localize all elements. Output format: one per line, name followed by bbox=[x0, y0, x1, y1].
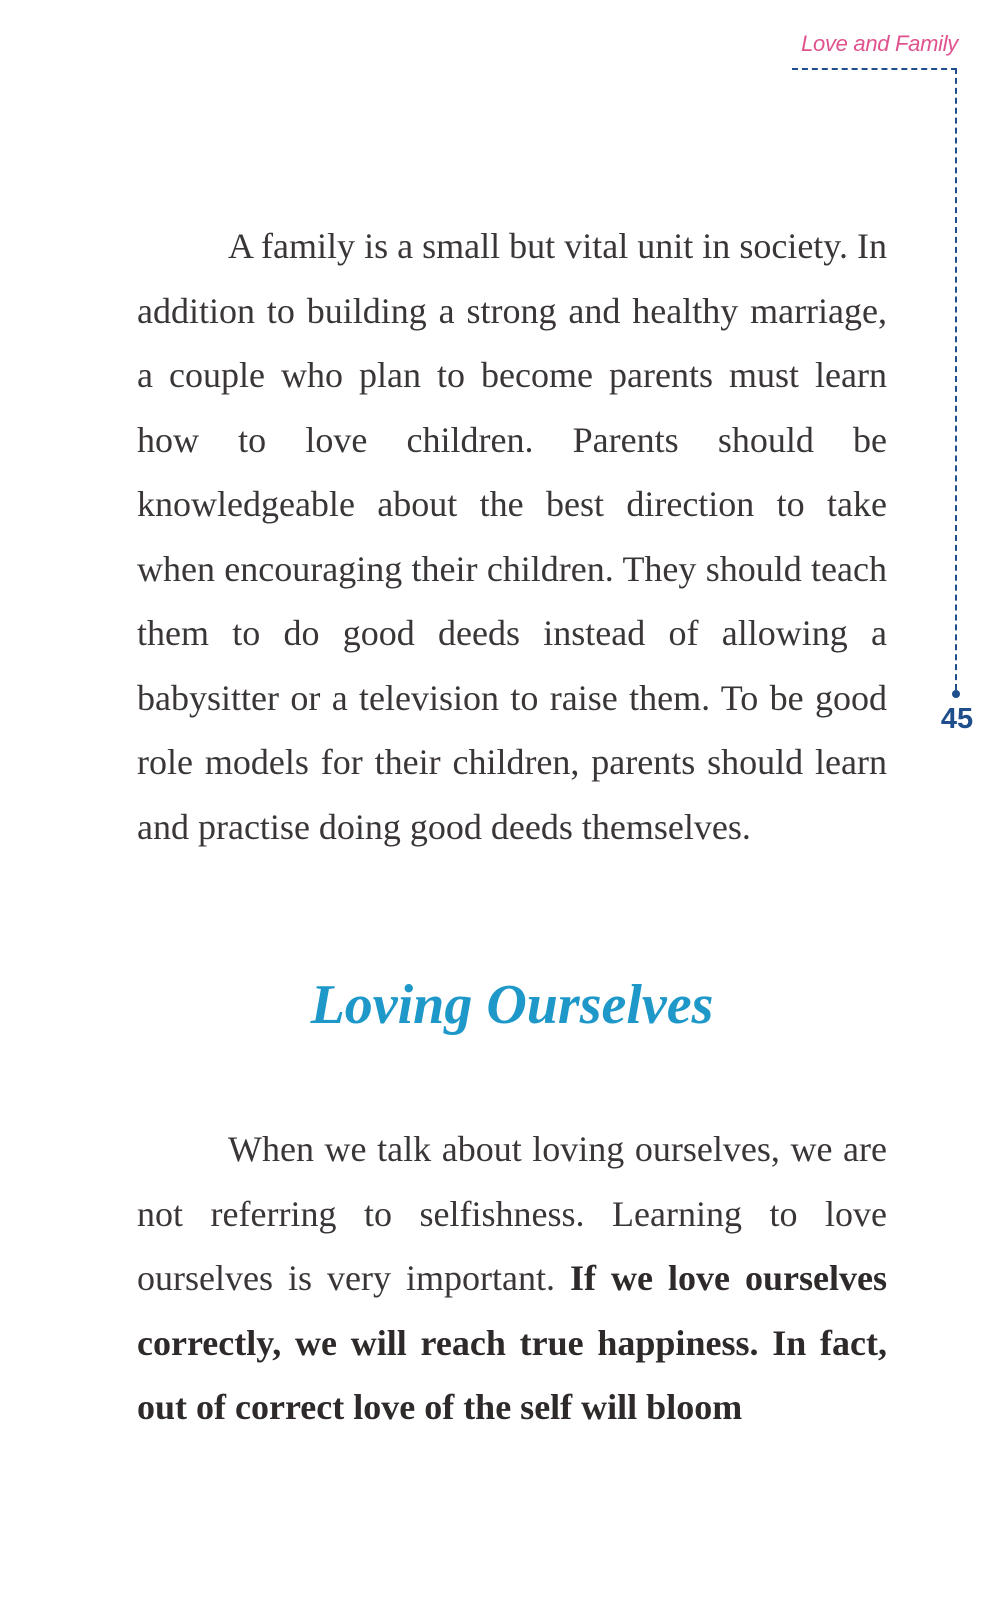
paragraph-text-regular: When we talk about loving ourselves, we are not referring to selfishness. Learning to love ourselves is very important. bbox=[137, 1129, 887, 1298]
paragraph-indent bbox=[137, 226, 228, 266]
running-head-title: Love and Family bbox=[801, 31, 958, 56]
margin-guide-line bbox=[955, 68, 957, 690]
body-paragraph-family bbox=[137, 214, 887, 859]
header-guide-line bbox=[792, 68, 957, 70]
paragraph-text: A family is a small but vital unit in society. In addition to building a strong and healthy marriage, a couple who plan to become parents must learn how to love children. Parents should be knowledgeable about the best direction to take when encouraging their children. They should teach them to do good deeds instead of allowing a babysitter or a television to raise them. To be good role models for their children, parents should learn and practise doing good deeds themselves. bbox=[137, 226, 887, 847]
page-number: 45 bbox=[940, 703, 974, 735]
guide-end-dot bbox=[952, 690, 960, 698]
body-paragraph-loving-ourselves bbox=[137, 1117, 887, 1440]
section-heading: Loving Ourselves bbox=[310, 974, 714, 1036]
paragraph-text-emphasis: If we love ourselves correctly, we will reach true happiness. In fact, out of correct love of the self will bloom bbox=[137, 1258, 888, 1427]
paragraph-indent bbox=[137, 1129, 228, 1169]
